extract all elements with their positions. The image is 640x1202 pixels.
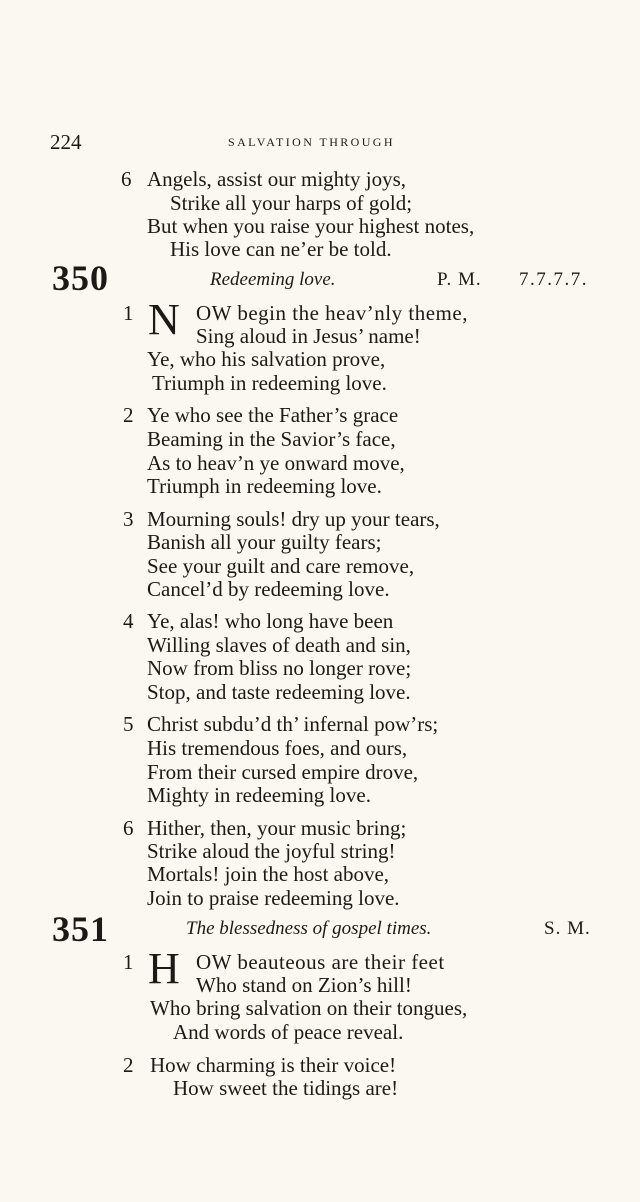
verse-line: Ye, alas! who long have been — [147, 609, 394, 633]
drop-cap: N — [148, 295, 180, 344]
verse-line: And words of peace reveal. — [173, 1020, 404, 1044]
verse-line: See your guilt and care remove, — [147, 554, 415, 578]
hymn-title: The blessedness of gospel times. — [186, 918, 432, 939]
verse-number: 4 — [123, 609, 134, 633]
verse-line: Who bring salvation on their tongues, — [150, 996, 468, 1020]
verse-line: How charming is their voice! — [150, 1053, 397, 1077]
verse-number: 1 — [123, 301, 134, 325]
verse-line: Stop, and taste redeeming love. — [147, 680, 411, 704]
verse-line: Ye, who his salvation prove, — [147, 347, 386, 371]
verse-number: 6 — [123, 816, 134, 840]
verse-number: 2 — [123, 1053, 134, 1077]
verse-line: Who stand on Zion’s hill! — [196, 973, 412, 997]
hymn-meter-pattern: 7.7.7.7. — [519, 269, 588, 290]
verse-line: Banish all your guilty fears; — [147, 530, 382, 554]
verse-number: 1 — [123, 950, 134, 974]
verse-line: As to heav’n ye onward move, — [147, 451, 405, 475]
drop-cap: H — [148, 944, 180, 993]
verse-line: Mortals! join the host above, — [147, 862, 390, 886]
verse-line: But when you raise your highest notes, — [147, 214, 475, 238]
verse-line: Strike all your harps of gold; — [170, 191, 413, 215]
verse-line: From their cursed empire drove, — [147, 760, 419, 784]
verse-line: Triumph in redeeming love. — [152, 371, 387, 395]
verse-line: Strike aloud the joyful string! — [147, 839, 396, 863]
verse-line: Mighty in redeeming love. — [147, 783, 371, 807]
verse-line: OW begin the heav’nly theme, — [196, 301, 468, 325]
verse-number: 6 — [121, 167, 132, 191]
running-head: SALVATION THROUGH — [228, 135, 395, 149]
hymn-meter: P. M. — [437, 269, 482, 290]
verse-line: Join to praise redeeming love. — [147, 886, 400, 910]
verse-line: Christ subdu’d th’ infernal pow’rs; — [147, 712, 439, 736]
verse-number: 5 — [123, 712, 134, 736]
verse-line: His love can ne’er be told. — [170, 237, 392, 261]
verse-line: Now from bliss no longer rove; — [147, 656, 412, 680]
page-header — [0, 130, 640, 160]
hymn-number: 350 — [52, 258, 109, 298]
hymn-meter: S. M. — [544, 918, 591, 939]
verse-number: 3 — [123, 507, 134, 531]
hymn-title: Redeeming love. — [210, 269, 336, 290]
verse-line: Ye who see the Father’s grace — [147, 403, 399, 427]
verse-line: How sweet the tidings are! — [173, 1076, 399, 1100]
verse-line: Cancel’d by redeeming love. — [147, 577, 390, 601]
verse-line: OW beauteous are their feet — [196, 950, 445, 974]
hymn-number: 351 — [52, 909, 109, 949]
page-number: 224 — [50, 130, 82, 154]
verse-line: Triumph in redeeming love. — [147, 474, 382, 498]
verse-line: Mourning souls! dry up your tears, — [147, 507, 440, 531]
verse-line: Willing slaves of death and sin, — [147, 633, 411, 657]
verse-line: His tremendous foes, and ours, — [147, 736, 408, 760]
verse-line: Beaming in the Savior’s face, — [147, 427, 396, 451]
verse-line: Sing aloud in Jesus’ name! — [196, 324, 421, 348]
verse-number: 2 — [123, 403, 134, 427]
verse-line: Hither, then, your music bring; — [147, 816, 407, 840]
verse-line: Angels, assist our mighty joys, — [147, 167, 407, 191]
